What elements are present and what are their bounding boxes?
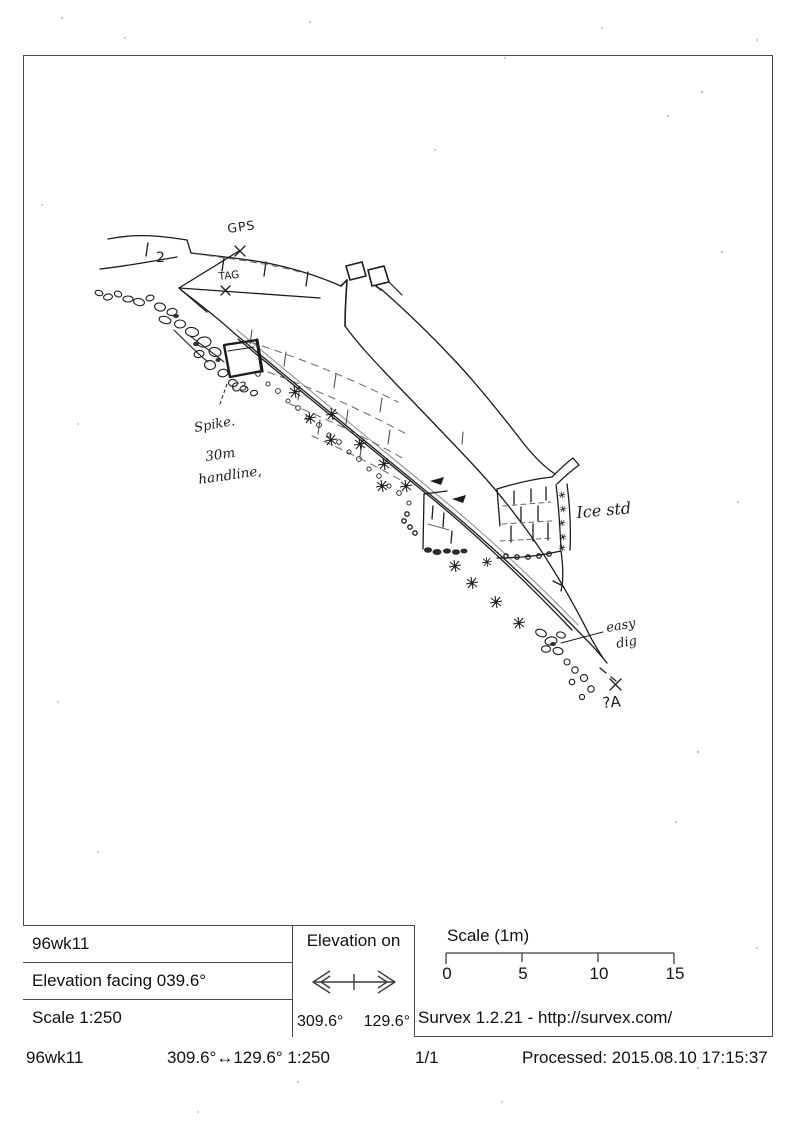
entrance-shaft xyxy=(341,262,402,326)
bearing-values xyxy=(296,1013,411,1031)
scale-tick-0: 0 xyxy=(442,964,452,983)
survey-name-cell xyxy=(23,926,292,963)
roof-curve xyxy=(345,326,603,658)
scale-tick-10: 10 xyxy=(589,964,609,983)
label-spike: Spike. xyxy=(193,414,237,436)
elevation-on-cell xyxy=(293,925,415,1037)
label-handline-length: 30m xyxy=(204,444,237,465)
footer-page-number: 1/1 xyxy=(415,1048,439,1067)
slope-stars xyxy=(289,386,566,629)
gps-cross-icon xyxy=(235,246,245,256)
survey-name: 96wk11 xyxy=(32,934,90,953)
scale-tick-5: 5 xyxy=(518,964,528,983)
upper-passage-line xyxy=(381,289,555,474)
scale-text: Scale 1:250 xyxy=(32,1008,122,1027)
easy-dig-leader xyxy=(561,632,603,643)
survex-credit: Survex 1.2.21 - http://survex.com/ xyxy=(418,1008,673,1027)
elevation-on-label: Elevation on xyxy=(306,931,401,950)
scale-bar-ruler xyxy=(440,950,690,966)
label-c3: C3 xyxy=(230,378,249,395)
label-question-a: ?A xyxy=(601,692,622,712)
scale-cell xyxy=(23,1000,292,1036)
boulder-block xyxy=(220,340,262,404)
facing-text: Elevation facing 039.6° xyxy=(32,971,207,990)
footer-bearing-scale: 309.6°↔129.6° 1:250 xyxy=(167,1048,330,1067)
footer-survey-name: 96wk11 xyxy=(26,1048,84,1067)
label-ice-std: Ice std xyxy=(575,498,632,522)
bearing-left: 309.6° xyxy=(297,1013,344,1030)
label-tag: TAG xyxy=(218,268,240,283)
scale-bar-label: Scale (1m) xyxy=(447,926,530,945)
double-arrow-icon xyxy=(300,966,408,998)
label-dig: dig xyxy=(615,633,639,652)
ice-chamber xyxy=(497,458,579,591)
label-gps: GPS xyxy=(226,217,257,236)
footer-processed: Processed: 2015.08.10 17:15:37 xyxy=(522,1048,768,1067)
label-handline: handline, xyxy=(197,463,263,488)
info-table xyxy=(23,925,293,1037)
label-station-2: 2 xyxy=(156,250,165,266)
bearing-right: 129.6° xyxy=(363,1013,410,1030)
facing-cell xyxy=(23,963,292,1000)
scale-tick-15: 15 xyxy=(665,964,685,983)
label-easy: easy xyxy=(605,616,637,636)
